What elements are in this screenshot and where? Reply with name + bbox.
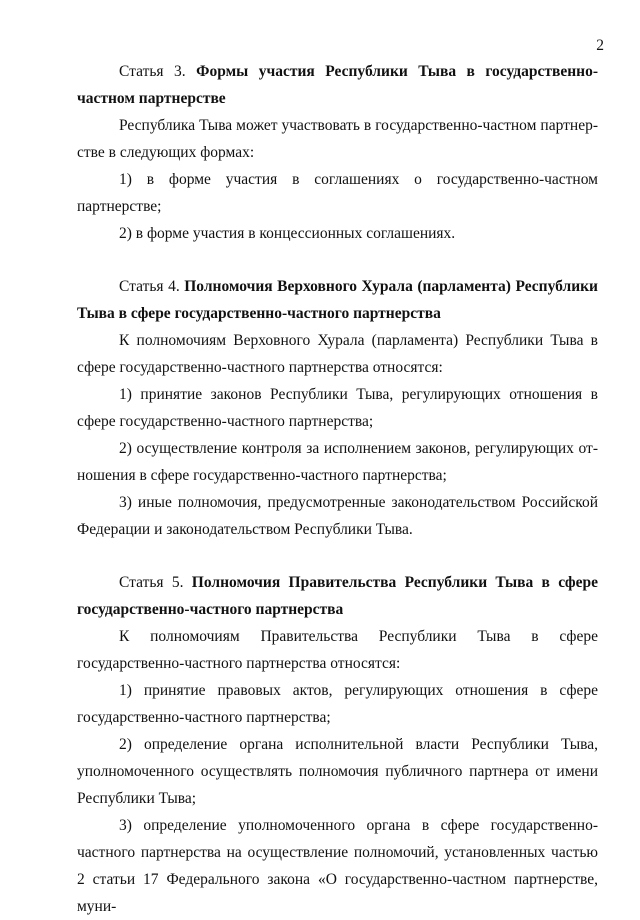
article-4-item: 1) принятие законов Республики Тыва, регулирующих отношения в сфере государственно-частного партнерства;: [77, 386, 598, 430]
page-number: 2: [596, 37, 604, 54]
article-4-label: Статья 4.: [119, 278, 180, 295]
article-3-label: Статья 3.: [119, 63, 186, 80]
article-5-item: 1) принятие правовых актов, регулирующих отношения в сфере государственно-частного партнерства;: [77, 682, 598, 726]
article-5-label: Статья 5.: [119, 574, 184, 591]
article-4-title: Полномочия Верховного Хурала (парламента) Республики Тыва в сфере государственно-частного партнерства: [77, 278, 598, 322]
article-3-heading: [77, 58, 598, 112]
section-gap: [77, 543, 598, 569]
article-3: [77, 58, 598, 247]
article-3-item: 2) в форме участия в концессионных соглашениях.: [119, 225, 456, 242]
article-4-paragraph: К полномочиям Верховного Хурала (парламента) Республики Тыва в сфере государственно-частного партнерства относятся:: [77, 332, 598, 376]
article-3-title: Формы участия Республики Тыва в государственно-частном партнерстве: [77, 63, 598, 107]
article-5: [77, 569, 598, 920]
document-body: [77, 58, 598, 920]
article-5-item: 3) определение уполномоченного органа в сфере государственно-частного партнерства на осуществление полномочий, установленных частью 2 статьи 17 Федерального закона «О государственно-частном партнерстве, муни-: [77, 817, 598, 915]
article-4-item: 3) иные полномочия, предусмотренные законодательством Российской Федерации и законодательством Республики Тыва.: [77, 494, 598, 538]
article-5-title: Полномочия Правительства Республики Тыва в сфере государственно-частного партнерства: [77, 574, 598, 618]
article-5-item: 2) определение органа исполнительной власти Республики Тыва, уполномоченного осуществлять полномочия публичного партнера от имени Республики Тыва;: [77, 736, 598, 807]
section-gap: [77, 247, 598, 273]
article-4-heading: [77, 273, 598, 327]
article-5-paragraph: К полномочиям Правительства Республики Тыва в сфере государственно-частного партнерства относятся:: [77, 628, 598, 672]
article-4-item: 2) осуществление контроля за исполнением законов, регулирующих отношения в сфере государственно-частного партнерства;: [77, 440, 598, 484]
article-4: [77, 273, 598, 543]
article-5-heading: [77, 569, 598, 623]
article-3-paragraph: Республика Тыва может участвовать в государственно-частном партнерстве в следующих формах:: [77, 117, 598, 161]
article-3-item: 1) в форме участия в соглашениях о государственно-частном партнерстве;: [77, 171, 598, 215]
